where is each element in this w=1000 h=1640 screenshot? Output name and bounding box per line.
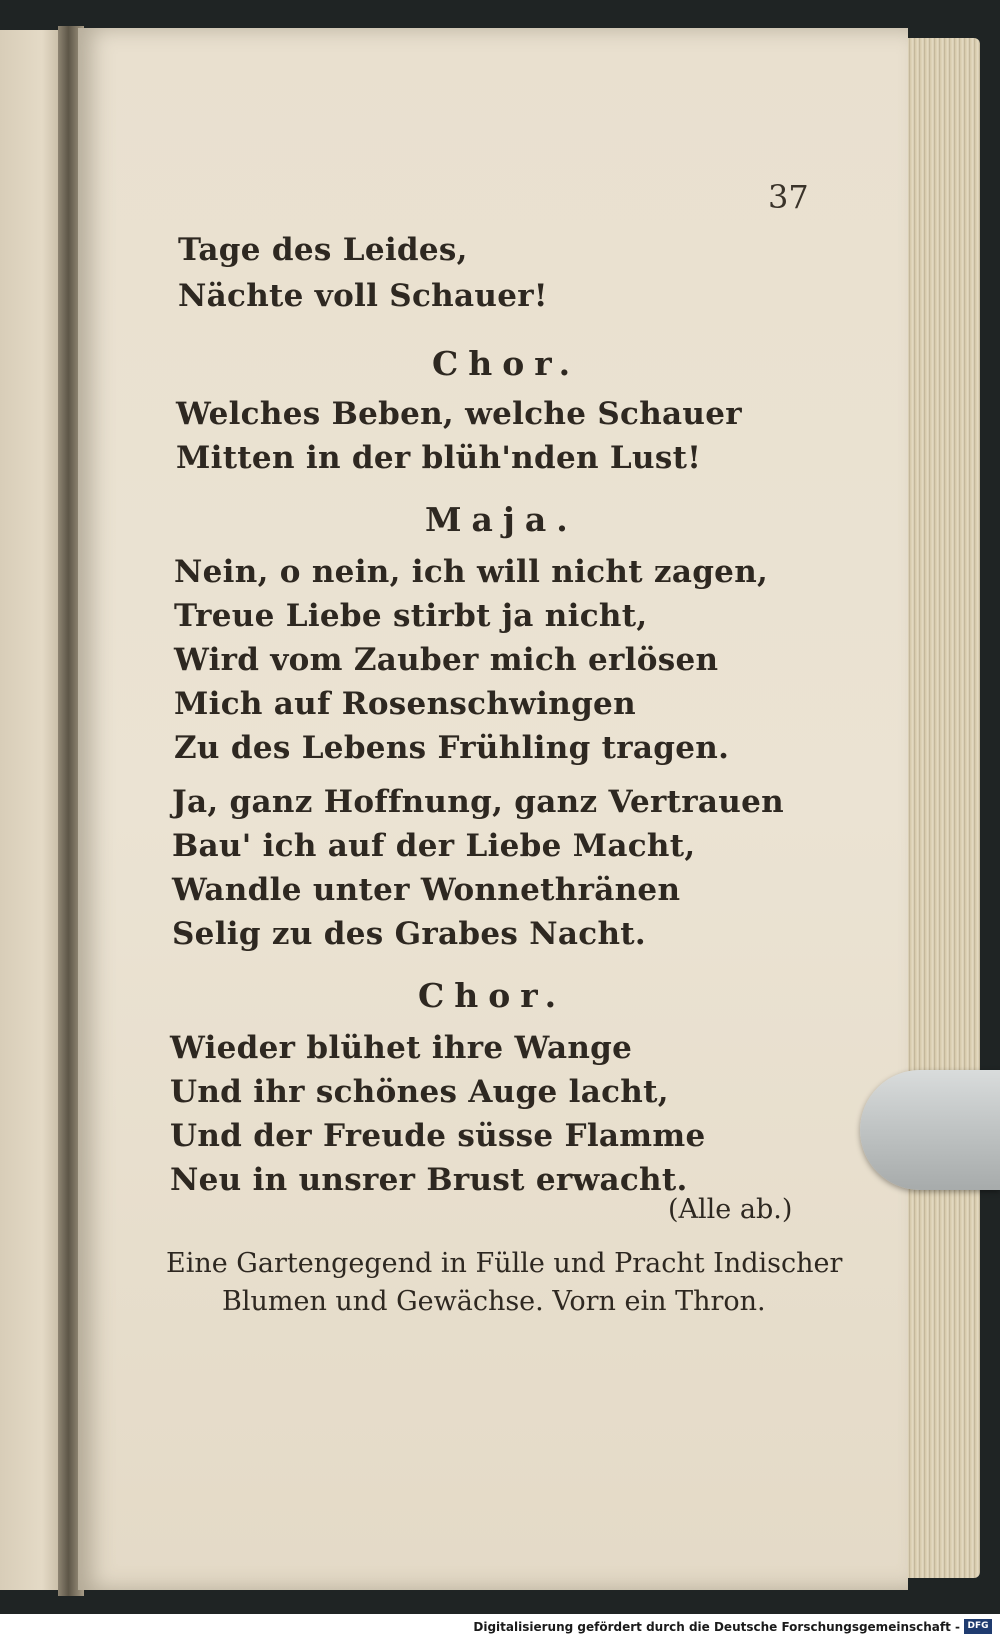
verse-line: Wird vom Zauber mich erlösen [174,642,719,678]
verse-line: Welches Beben, welche Schauer [176,396,742,432]
verse-line: Ja, ganz Hoffnung, ganz Vertrauen [172,784,784,820]
verse-line: Mitten in der blüh'nden Lust! [176,440,702,476]
verse-line: Wandle unter Wonnethränen [172,872,681,908]
speaker-heading: Maja. [425,500,578,539]
verse-line: Neu in unsrer Brust erwacht. [170,1162,688,1198]
verse-line: Mich auf Rosenschwingen [174,686,636,722]
verse-line: Zu des Lebens Frühling tragen. [174,730,730,766]
verse-line: Nein, o nein, ich will nicht zagen, [174,554,769,590]
footer-bar [0,1614,1000,1640]
verse-line: Und der Freude süsse Flamme [170,1118,706,1154]
stage-direction: (Alle ab.) [668,1194,793,1225]
verse-line: Und ihr schönes Auge lacht, [170,1074,669,1110]
stage-direction: Eine Gartengegend in Fülle und Pracht Indischer [166,1248,843,1279]
page-edges [900,38,980,1578]
speaker-heading: Chor. [432,344,581,383]
verse-line: Nächte voll Schauer! [178,278,548,314]
dfg-logo: DFG [964,1619,992,1634]
stage-direction: Blumen und Gewächse. Vorn ein Thron. [222,1286,766,1317]
verse-line: Wieder blühet ihre Wange [170,1030,633,1066]
verse-line: Treue Liebe stirbt ja nicht, [174,598,648,634]
page-clip [860,1070,1000,1190]
footer-credit: Digitalisierung gefördert durch die Deutsche Forschungsgemeinschaft - [473,1620,960,1634]
verse-line: Selig zu des Grabes Nacht. [172,916,646,952]
speaker-heading: Chor. [418,976,567,1015]
verse-line: Tage des Leides, [178,232,468,268]
page-number: 37 [768,178,809,216]
verse-line: Bau' ich auf der Liebe Macht, [172,828,696,864]
